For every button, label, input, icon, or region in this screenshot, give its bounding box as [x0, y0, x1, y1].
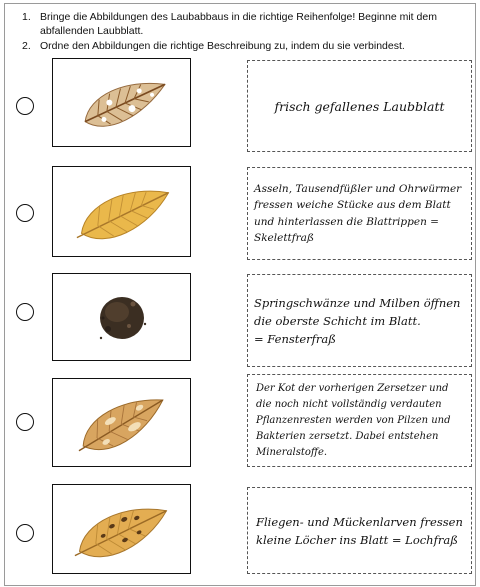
instruction-text-line1: Ordne den Abbildungen die richtige Beschreibung zu, indem du sie verbindest.	[40, 40, 405, 52]
description-box-5[interactable]	[247, 487, 472, 574]
fresh-leaf-icon	[53, 167, 192, 258]
instruction-number: 2.	[22, 40, 31, 52]
holed-leaf-icon	[53, 485, 192, 575]
order-circle-5[interactable]	[16, 524, 34, 542]
order-circle-1[interactable]	[16, 97, 34, 115]
image-box-1[interactable]	[52, 58, 191, 147]
instruction-text-line1: Bringe die Abbildungen des Laubabbaus in die richtige Reihenfolge! Beginne mit dem	[40, 11, 437, 23]
humus-pile-icon	[53, 274, 192, 362]
image-box-4[interactable]	[52, 378, 191, 467]
description-text: Der Kot der vorherigen Zersetzer und die noch nicht vollständig verdauten Pflanzenresten werden von Pilzen und Bakterien zersetzt. Dabei entstehen Mineralstoffe.	[256, 382, 451, 458]
skeletonized-leaf-icon	[53, 59, 192, 148]
instruction-text-line2: abfallenden Laubblatt.	[40, 25, 144, 37]
description-text: Fliegen- und Mückenlarven fressen kleine Löcher ins Blatt = Lochfraß	[256, 514, 463, 547]
description-text: Asseln, Tausendfüßler und Ohrwürmer fressen weiche Stücke aus dem Blatt und hinterlassen die Blattrippen = Skelettfraß	[254, 182, 462, 244]
image-box-3[interactable]	[52, 273, 191, 361]
description-box-1[interactable]	[247, 60, 472, 152]
order-circle-2[interactable]	[16, 204, 34, 222]
image-box-5[interactable]	[52, 484, 191, 574]
description-box-4[interactable]	[247, 374, 472, 467]
description-box-3[interactable]	[247, 274, 472, 367]
description-box-2[interactable]	[247, 167, 472, 260]
instruction-number: 1.	[22, 11, 31, 23]
description-text: frisch gefallenes Laubblatt	[274, 98, 445, 114]
order-circle-4[interactable]	[16, 413, 34, 431]
image-box-2[interactable]	[52, 166, 191, 257]
window-eaten-leaf-icon	[53, 379, 192, 468]
description-text: Springschwänze und Milben öffnen die oberste Schicht im Blatt. = Fensterfraß	[254, 295, 461, 346]
order-circle-3[interactable]	[16, 303, 34, 321]
